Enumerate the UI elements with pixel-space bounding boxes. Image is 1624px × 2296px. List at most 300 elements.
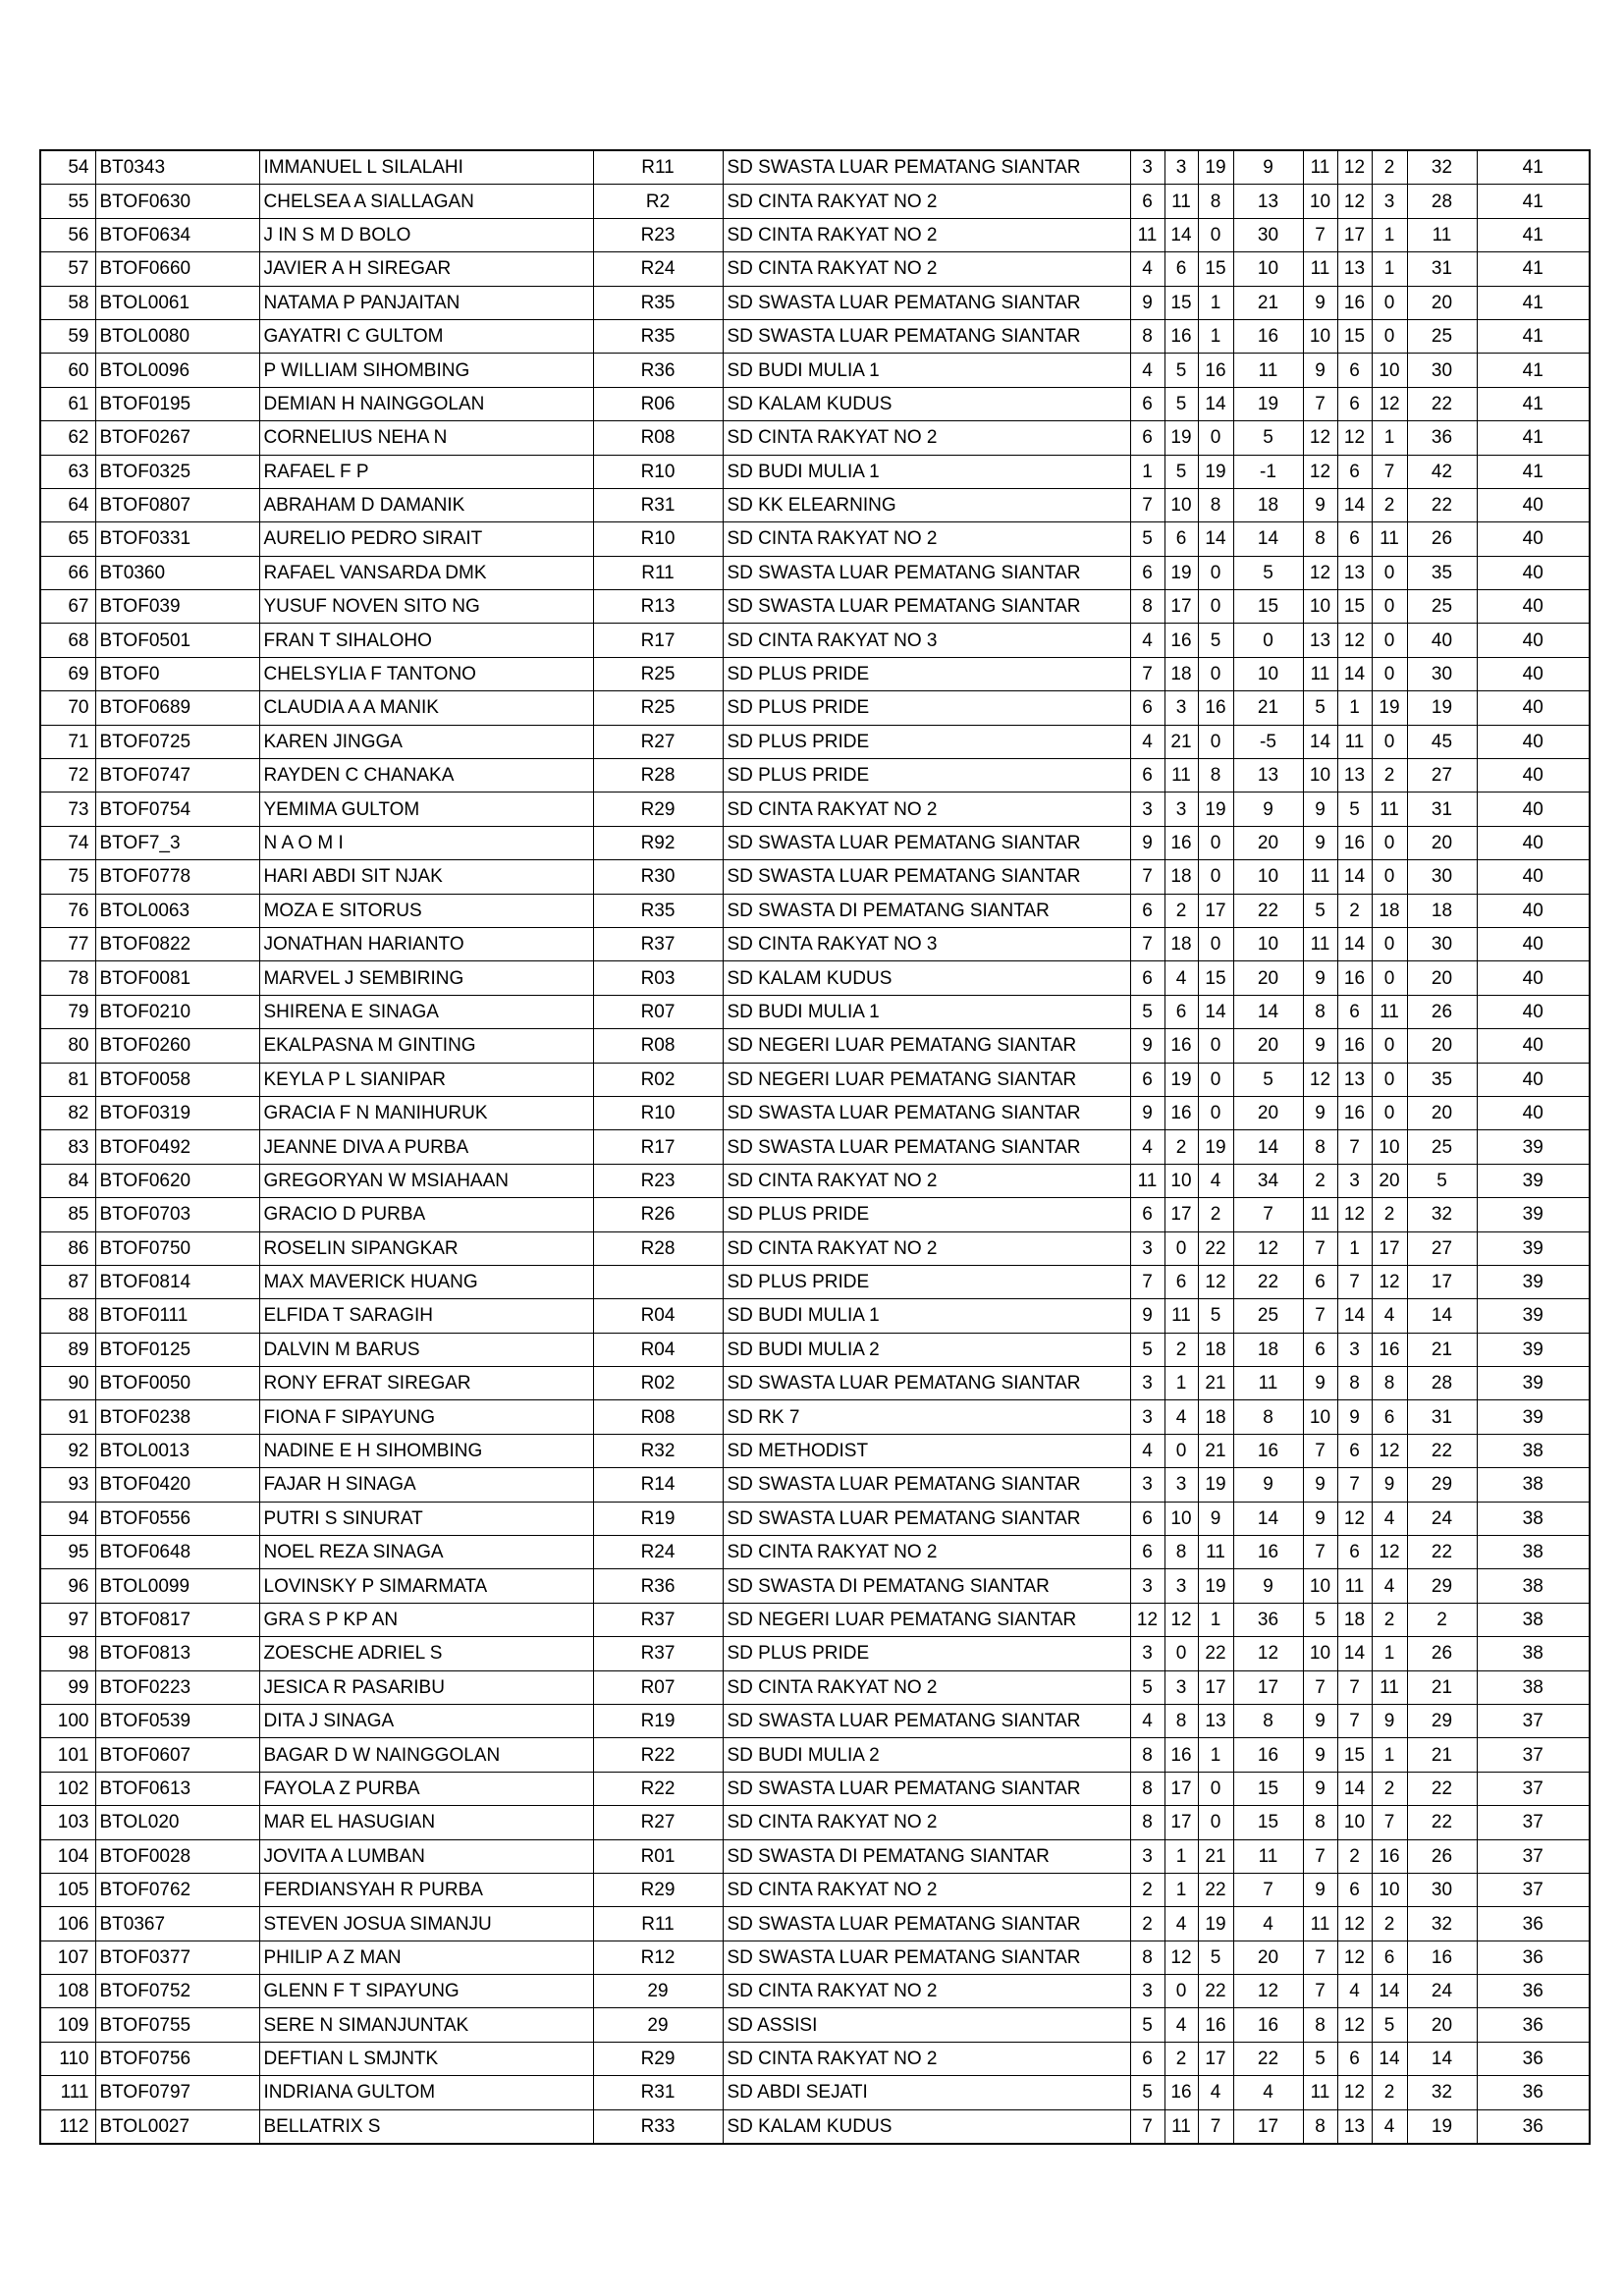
score-b-cell: 12 bbox=[1164, 1941, 1198, 1974]
table-row bbox=[40, 455, 1590, 488]
total-score-cell: 37 bbox=[1477, 1806, 1590, 1839]
student-name-cell: CHELSEA A SIALLAGAN bbox=[259, 185, 593, 218]
score-d-cell: 22 bbox=[1233, 894, 1303, 927]
score-b-cell: 2 bbox=[1164, 2042, 1198, 2075]
score-e-cell: 5 bbox=[1303, 1603, 1337, 1636]
score-g-cell: 9 bbox=[1372, 1704, 1407, 1737]
room-code-cell: R24 bbox=[593, 1536, 723, 1569]
table-row bbox=[40, 286, 1590, 319]
score-c-cell: 15 bbox=[1198, 252, 1233, 286]
score-b-cell: 16 bbox=[1164, 1029, 1198, 1063]
participant-id-cell: BTOF0750 bbox=[95, 1231, 259, 1265]
score-f-cell: 12 bbox=[1337, 1941, 1372, 1974]
room-code-cell: R22 bbox=[593, 1772, 723, 1805]
score-f-cell: 14 bbox=[1337, 860, 1372, 894]
score-h-cell: 24 bbox=[1407, 1975, 1477, 2008]
score-g-cell: 11 bbox=[1372, 522, 1407, 556]
score-a-cell: 6 bbox=[1130, 556, 1164, 589]
score-d-cell: 16 bbox=[1233, 1738, 1303, 1772]
score-d-cell: 20 bbox=[1233, 1029, 1303, 1063]
score-b-cell: 19 bbox=[1164, 421, 1198, 455]
room-code-cell: R31 bbox=[593, 488, 723, 521]
score-f-cell: 6 bbox=[1337, 455, 1372, 488]
student-name-cell: CORNELIUS NEHA N bbox=[259, 421, 593, 455]
row-number-cell: 96 bbox=[40, 1569, 95, 1603]
score-c-cell: 17 bbox=[1198, 2042, 1233, 2075]
table-row bbox=[40, 556, 1590, 589]
score-c-cell: 9 bbox=[1198, 1502, 1233, 1535]
score-c-cell: 22 bbox=[1198, 1637, 1233, 1670]
score-e-cell: 8 bbox=[1303, 1130, 1337, 1164]
score-d-cell: 14 bbox=[1233, 1502, 1303, 1535]
score-b-cell: 10 bbox=[1164, 488, 1198, 521]
score-g-cell: 2 bbox=[1372, 1907, 1407, 1941]
participant-id-cell: BTOF0331 bbox=[95, 522, 259, 556]
score-d-cell: 16 bbox=[1233, 1434, 1303, 1467]
score-h-cell: 36 bbox=[1407, 421, 1477, 455]
score-d-cell: 16 bbox=[1233, 2008, 1303, 2042]
score-g-cell: 2 bbox=[1372, 488, 1407, 521]
room-code-cell: R29 bbox=[593, 793, 723, 826]
student-name-cell: GRACIO D PURBA bbox=[259, 1198, 593, 1231]
school-name-cell: SD SWASTA LUAR PEMATANG SIANTAR bbox=[723, 826, 1130, 859]
school-name-cell: SD SWASTA LUAR PEMATANG SIANTAR bbox=[723, 150, 1130, 185]
table-row bbox=[40, 624, 1590, 657]
row-number-cell: 69 bbox=[40, 657, 95, 690]
score-b-cell: 0 bbox=[1164, 1434, 1198, 1467]
score-g-cell: 16 bbox=[1372, 1839, 1407, 1873]
score-b-cell: 1 bbox=[1164, 1839, 1198, 1873]
row-number-cell: 82 bbox=[40, 1096, 95, 1129]
score-b-cell: 12 bbox=[1164, 1603, 1198, 1636]
student-name-cell: YEMIMA GULTOM bbox=[259, 793, 593, 826]
school-name-cell: SD CINTA RAKYAT NO 2 bbox=[723, 185, 1130, 218]
room-code-cell: R33 bbox=[593, 2109, 723, 2144]
room-code-cell: R19 bbox=[593, 1502, 723, 1535]
row-number-cell: 59 bbox=[40, 319, 95, 353]
score-h-cell: 26 bbox=[1407, 1839, 1477, 1873]
score-g-cell: 11 bbox=[1372, 793, 1407, 826]
row-number-cell: 99 bbox=[40, 1670, 95, 1704]
total-score-cell: 41 bbox=[1477, 218, 1590, 251]
participant-id-cell: BTOF0613 bbox=[95, 1772, 259, 1805]
score-g-cell: 10 bbox=[1372, 1873, 1407, 1906]
participant-id-cell: BTOL0013 bbox=[95, 1434, 259, 1467]
score-b-cell: 2 bbox=[1164, 894, 1198, 927]
student-name-cell: ELFIDA T SARAGIH bbox=[259, 1299, 593, 1333]
school-name-cell: SD CINTA RAKYAT NO 2 bbox=[723, 522, 1130, 556]
table-row bbox=[40, 218, 1590, 251]
table-row bbox=[40, 927, 1590, 960]
score-e-cell: 10 bbox=[1303, 1637, 1337, 1670]
score-e-cell: 6 bbox=[1303, 1265, 1337, 1298]
total-score-cell: 40 bbox=[1477, 556, 1590, 589]
score-d-cell: 4 bbox=[1233, 1907, 1303, 1941]
total-score-cell: 41 bbox=[1477, 252, 1590, 286]
score-g-cell: 0 bbox=[1372, 1029, 1407, 1063]
score-e-cell: 9 bbox=[1303, 826, 1337, 859]
participant-id-cell: BTOF0238 bbox=[95, 1400, 259, 1434]
score-a-cell: 3 bbox=[1130, 1569, 1164, 1603]
school-name-cell: SD CINTA RAKYAT NO 2 bbox=[723, 1975, 1130, 2008]
score-a-cell: 6 bbox=[1130, 691, 1164, 725]
table-row bbox=[40, 150, 1590, 185]
score-a-cell: 1 bbox=[1130, 455, 1164, 488]
score-g-cell: 1 bbox=[1372, 1637, 1407, 1670]
room-code-cell: R06 bbox=[593, 387, 723, 420]
score-h-cell: 20 bbox=[1407, 961, 1477, 995]
row-number-cell: 90 bbox=[40, 1367, 95, 1400]
score-d-cell: 9 bbox=[1233, 793, 1303, 826]
score-c-cell: 21 bbox=[1198, 1434, 1233, 1467]
score-g-cell: 12 bbox=[1372, 1434, 1407, 1467]
score-a-cell: 7 bbox=[1130, 488, 1164, 521]
score-b-cell: 2 bbox=[1164, 1333, 1198, 1366]
score-f-cell: 18 bbox=[1337, 1603, 1372, 1636]
total-score-cell: 41 bbox=[1477, 286, 1590, 319]
table-row bbox=[40, 1569, 1590, 1603]
row-number-cell: 102 bbox=[40, 1772, 95, 1805]
score-c-cell: 19 bbox=[1198, 1130, 1233, 1164]
score-d-cell: 10 bbox=[1233, 657, 1303, 690]
score-f-cell: 6 bbox=[1337, 522, 1372, 556]
row-number-cell: 94 bbox=[40, 1502, 95, 1535]
total-score-cell: 36 bbox=[1477, 2008, 1590, 2042]
school-name-cell: SD CINTA RAKYAT NO 2 bbox=[723, 2042, 1130, 2075]
score-g-cell: 11 bbox=[1372, 995, 1407, 1028]
total-score-cell: 40 bbox=[1477, 826, 1590, 859]
row-number-cell: 111 bbox=[40, 2076, 95, 2109]
score-c-cell: 13 bbox=[1198, 1704, 1233, 1737]
score-d-cell: 10 bbox=[1233, 927, 1303, 960]
table-row bbox=[40, 1434, 1590, 1467]
score-e-cell: 8 bbox=[1303, 995, 1337, 1028]
table-row bbox=[40, 1806, 1590, 1839]
student-name-cell: RAFAEL F P bbox=[259, 455, 593, 488]
student-name-cell: P WILLIAM SIHOMBING bbox=[259, 354, 593, 387]
participant-id-cell: BT0360 bbox=[95, 556, 259, 589]
room-code-cell: R03 bbox=[593, 961, 723, 995]
row-number-cell: 57 bbox=[40, 252, 95, 286]
score-e-cell: 9 bbox=[1303, 1096, 1337, 1129]
total-score-cell: 38 bbox=[1477, 1670, 1590, 1704]
score-a-cell: 3 bbox=[1130, 1400, 1164, 1434]
score-a-cell: 11 bbox=[1130, 218, 1164, 251]
score-c-cell: 1 bbox=[1198, 1603, 1233, 1636]
row-number-cell: 105 bbox=[40, 1873, 95, 1906]
score-d-cell: -1 bbox=[1233, 455, 1303, 488]
row-number-cell: 101 bbox=[40, 1738, 95, 1772]
participant-id-cell: BTOF0725 bbox=[95, 725, 259, 758]
school-name-cell: SD BUDI MULIA 2 bbox=[723, 1333, 1130, 1366]
score-f-cell: 6 bbox=[1337, 1873, 1372, 1906]
table-row bbox=[40, 488, 1590, 521]
score-g-cell: 0 bbox=[1372, 860, 1407, 894]
school-name-cell: SD SWASTA DI PEMATANG SIANTAR bbox=[723, 1839, 1130, 1873]
score-a-cell: 2 bbox=[1130, 1907, 1164, 1941]
score-h-cell: 26 bbox=[1407, 995, 1477, 1028]
score-f-cell: 14 bbox=[1337, 657, 1372, 690]
score-h-cell: 28 bbox=[1407, 1367, 1477, 1400]
row-number-cell: 55 bbox=[40, 185, 95, 218]
participant-id-cell: BTOF0319 bbox=[95, 1096, 259, 1129]
results-table bbox=[39, 149, 1591, 2145]
score-b-cell: 5 bbox=[1164, 354, 1198, 387]
table-row bbox=[40, 1130, 1590, 1164]
score-d-cell: 10 bbox=[1233, 252, 1303, 286]
score-d-cell: 18 bbox=[1233, 1333, 1303, 1366]
score-e-cell: 11 bbox=[1303, 927, 1337, 960]
score-b-cell: 5 bbox=[1164, 387, 1198, 420]
student-name-cell: MOZA E SITORUS bbox=[259, 894, 593, 927]
total-score-cell: 38 bbox=[1477, 1637, 1590, 1670]
participant-id-cell: BTOF0607 bbox=[95, 1738, 259, 1772]
school-name-cell: SD CINTA RAKYAT NO 2 bbox=[723, 1873, 1130, 1906]
score-f-cell: 7 bbox=[1337, 1704, 1372, 1737]
row-number-cell: 79 bbox=[40, 995, 95, 1028]
room-code-cell: R25 bbox=[593, 691, 723, 725]
row-number-cell: 63 bbox=[40, 455, 95, 488]
school-name-cell: SD SWASTA LUAR PEMATANG SIANTAR bbox=[723, 590, 1130, 624]
score-e-cell: 7 bbox=[1303, 1231, 1337, 1265]
score-a-cell: 6 bbox=[1130, 961, 1164, 995]
score-d-cell: 7 bbox=[1233, 1198, 1303, 1231]
row-number-cell: 71 bbox=[40, 725, 95, 758]
total-score-cell: 40 bbox=[1477, 624, 1590, 657]
school-name-cell: SD CINTA RAKYAT NO 2 bbox=[723, 793, 1130, 826]
room-code-cell: R37 bbox=[593, 1603, 723, 1636]
total-score-cell: 41 bbox=[1477, 185, 1590, 218]
participant-id-cell: BTOF0050 bbox=[95, 1367, 259, 1400]
total-score-cell: 36 bbox=[1477, 2076, 1590, 2109]
score-d-cell: 20 bbox=[1233, 1096, 1303, 1129]
student-name-cell: ABRAHAM D DAMANIK bbox=[259, 488, 593, 521]
participant-id-cell: BTOF0630 bbox=[95, 185, 259, 218]
table-row bbox=[40, 1738, 1590, 1772]
total-score-cell: 38 bbox=[1477, 1434, 1590, 1467]
school-name-cell: SD SWASTA LUAR PEMATANG SIANTAR bbox=[723, 1468, 1130, 1502]
table-row bbox=[40, 1975, 1590, 2008]
score-d-cell: 22 bbox=[1233, 1265, 1303, 1298]
table-row bbox=[40, 961, 1590, 995]
score-a-cell: 4 bbox=[1130, 624, 1164, 657]
score-f-cell: 6 bbox=[1337, 387, 1372, 420]
total-score-cell: 38 bbox=[1477, 1502, 1590, 1535]
school-name-cell: SD SWASTA LUAR PEMATANG SIANTAR bbox=[723, 1941, 1130, 1974]
score-c-cell: 11 bbox=[1198, 1536, 1233, 1569]
score-f-cell: 10 bbox=[1337, 1806, 1372, 1839]
student-name-cell: INDRIANA GULTOM bbox=[259, 2076, 593, 2109]
table-row bbox=[40, 995, 1590, 1028]
score-a-cell: 3 bbox=[1130, 1367, 1164, 1400]
score-g-cell: 5 bbox=[1372, 2008, 1407, 2042]
score-g-cell: 0 bbox=[1372, 927, 1407, 960]
score-c-cell: 1 bbox=[1198, 319, 1233, 353]
score-h-cell: 29 bbox=[1407, 1569, 1477, 1603]
total-score-cell: 38 bbox=[1477, 1569, 1590, 1603]
score-e-cell: 7 bbox=[1303, 1975, 1337, 2008]
score-d-cell: 14 bbox=[1233, 995, 1303, 1028]
table-row bbox=[40, 387, 1590, 420]
school-name-cell: SD KALAM KUDUS bbox=[723, 387, 1130, 420]
score-e-cell: 11 bbox=[1303, 1907, 1337, 1941]
school-name-cell: SD CINTA RAKYAT NO 3 bbox=[723, 927, 1130, 960]
school-name-cell: SD PLUS PRIDE bbox=[723, 759, 1130, 793]
score-f-cell: 3 bbox=[1337, 1333, 1372, 1366]
score-f-cell: 3 bbox=[1337, 1164, 1372, 1197]
participant-id-cell: BTOF039 bbox=[95, 590, 259, 624]
student-name-cell: FAYOLA Z PURBA bbox=[259, 1772, 593, 1805]
score-b-cell: 16 bbox=[1164, 1096, 1198, 1129]
total-score-cell: 39 bbox=[1477, 1333, 1590, 1366]
row-number-cell: 98 bbox=[40, 1637, 95, 1670]
score-c-cell: 7 bbox=[1198, 2109, 1233, 2144]
school-name-cell: SD SWASTA LUAR PEMATANG SIANTAR bbox=[723, 1772, 1130, 1805]
score-d-cell: 13 bbox=[1233, 759, 1303, 793]
score-h-cell: 19 bbox=[1407, 2109, 1477, 2144]
table-row bbox=[40, 1941, 1590, 1974]
score-a-cell: 3 bbox=[1130, 1231, 1164, 1265]
score-e-cell: 7 bbox=[1303, 1299, 1337, 1333]
score-f-cell: 6 bbox=[1337, 2042, 1372, 2075]
school-name-cell: SD PLUS PRIDE bbox=[723, 691, 1130, 725]
total-score-cell: 41 bbox=[1477, 421, 1590, 455]
score-e-cell: 11 bbox=[1303, 150, 1337, 185]
score-c-cell: 18 bbox=[1198, 1333, 1233, 1366]
score-b-cell: 3 bbox=[1164, 793, 1198, 826]
score-h-cell: 29 bbox=[1407, 1468, 1477, 1502]
table-row bbox=[40, 826, 1590, 859]
total-score-cell: 41 bbox=[1477, 387, 1590, 420]
score-a-cell: 6 bbox=[1130, 1536, 1164, 1569]
score-d-cell: 20 bbox=[1233, 961, 1303, 995]
school-name-cell: SD BUDI MULIA 1 bbox=[723, 1299, 1130, 1333]
table-row bbox=[40, 1873, 1590, 1906]
total-score-cell: 40 bbox=[1477, 691, 1590, 725]
participant-id-cell: BTOL0096 bbox=[95, 354, 259, 387]
score-b-cell: 3 bbox=[1164, 1670, 1198, 1704]
score-h-cell: 27 bbox=[1407, 1231, 1477, 1265]
score-g-cell: 12 bbox=[1372, 1536, 1407, 1569]
student-name-cell: JOVITA A LUMBAN bbox=[259, 1839, 593, 1873]
score-e-cell: 9 bbox=[1303, 1502, 1337, 1535]
score-e-cell: 7 bbox=[1303, 1839, 1337, 1873]
score-f-cell: 12 bbox=[1337, 1502, 1372, 1535]
student-name-cell: STEVEN JOSUA SIMANJU bbox=[259, 1907, 593, 1941]
row-number-cell: 104 bbox=[40, 1839, 95, 1873]
score-c-cell: 22 bbox=[1198, 1873, 1233, 1906]
table-row bbox=[40, 691, 1590, 725]
score-a-cell: 8 bbox=[1130, 590, 1164, 624]
total-score-cell: 40 bbox=[1477, 961, 1590, 995]
table-row bbox=[40, 1704, 1590, 1737]
score-a-cell: 5 bbox=[1130, 2076, 1164, 2109]
score-g-cell: 2 bbox=[1372, 1198, 1407, 1231]
student-name-cell: GRA S P KP AN bbox=[259, 1603, 593, 1636]
score-a-cell: 3 bbox=[1130, 150, 1164, 185]
score-d-cell: -5 bbox=[1233, 725, 1303, 758]
score-h-cell: 22 bbox=[1407, 1434, 1477, 1467]
room-code-cell: R10 bbox=[593, 455, 723, 488]
score-e-cell: 10 bbox=[1303, 1400, 1337, 1434]
room-code-cell: R35 bbox=[593, 319, 723, 353]
score-a-cell: 7 bbox=[1130, 860, 1164, 894]
score-h-cell: 32 bbox=[1407, 1907, 1477, 1941]
score-h-cell: 27 bbox=[1407, 759, 1477, 793]
score-g-cell: 16 bbox=[1372, 1333, 1407, 1366]
score-e-cell: 9 bbox=[1303, 1367, 1337, 1400]
table-row bbox=[40, 1333, 1590, 1366]
score-f-cell: 15 bbox=[1337, 1738, 1372, 1772]
score-a-cell: 5 bbox=[1130, 1670, 1164, 1704]
score-e-cell: 10 bbox=[1303, 319, 1337, 353]
score-c-cell: 16 bbox=[1198, 2008, 1233, 2042]
room-code-cell: R17 bbox=[593, 624, 723, 657]
score-a-cell: 8 bbox=[1130, 1772, 1164, 1805]
score-e-cell: 8 bbox=[1303, 1806, 1337, 1839]
score-h-cell: 30 bbox=[1407, 354, 1477, 387]
score-b-cell: 1 bbox=[1164, 1367, 1198, 1400]
score-d-cell: 7 bbox=[1233, 1873, 1303, 1906]
score-d-cell: 8 bbox=[1233, 1704, 1303, 1737]
score-a-cell: 12 bbox=[1130, 1603, 1164, 1636]
score-c-cell: 12 bbox=[1198, 1265, 1233, 1298]
participant-id-cell: BTOF0762 bbox=[95, 1873, 259, 1906]
total-score-cell: 39 bbox=[1477, 1231, 1590, 1265]
school-name-cell: SD ASSISI bbox=[723, 2008, 1130, 2042]
score-e-cell: 5 bbox=[1303, 691, 1337, 725]
total-score-cell: 39 bbox=[1477, 1265, 1590, 1298]
score-e-cell: 9 bbox=[1303, 354, 1337, 387]
row-number-cell: 65 bbox=[40, 522, 95, 556]
student-name-cell: CLAUDIA A A MANIK bbox=[259, 691, 593, 725]
table-row bbox=[40, 252, 1590, 286]
room-code-cell: R02 bbox=[593, 1367, 723, 1400]
total-score-cell: 39 bbox=[1477, 1400, 1590, 1434]
score-b-cell: 18 bbox=[1164, 860, 1198, 894]
total-score-cell: 41 bbox=[1477, 354, 1590, 387]
row-number-cell: 58 bbox=[40, 286, 95, 319]
score-c-cell: 0 bbox=[1198, 1096, 1233, 1129]
score-f-cell: 7 bbox=[1337, 1265, 1372, 1298]
score-h-cell: 22 bbox=[1407, 1772, 1477, 1805]
score-c-cell: 1 bbox=[1198, 1738, 1233, 1772]
total-score-cell: 41 bbox=[1477, 319, 1590, 353]
student-name-cell: JEANNE DIVA A PURBA bbox=[259, 1130, 593, 1164]
score-g-cell: 4 bbox=[1372, 1299, 1407, 1333]
score-c-cell: 0 bbox=[1198, 1029, 1233, 1063]
participant-id-cell: BTOF0814 bbox=[95, 1265, 259, 1298]
total-score-cell: 38 bbox=[1477, 1603, 1590, 1636]
table-row bbox=[40, 793, 1590, 826]
score-c-cell: 17 bbox=[1198, 894, 1233, 927]
score-e-cell: 7 bbox=[1303, 218, 1337, 251]
table-row bbox=[40, 2109, 1590, 2144]
participant-id-cell: BTOF0756 bbox=[95, 2042, 259, 2075]
score-b-cell: 0 bbox=[1164, 1231, 1198, 1265]
score-e-cell: 11 bbox=[1303, 2076, 1337, 2109]
score-d-cell: 11 bbox=[1233, 1839, 1303, 1873]
room-code-cell: R08 bbox=[593, 421, 723, 455]
school-name-cell: SD CINTA RAKYAT NO 2 bbox=[723, 1806, 1130, 1839]
score-h-cell: 30 bbox=[1407, 1873, 1477, 1906]
score-d-cell: 20 bbox=[1233, 1941, 1303, 1974]
total-score-cell: 40 bbox=[1477, 725, 1590, 758]
score-f-cell: 2 bbox=[1337, 1839, 1372, 1873]
score-b-cell: 11 bbox=[1164, 759, 1198, 793]
score-d-cell: 5 bbox=[1233, 556, 1303, 589]
score-a-cell: 9 bbox=[1130, 286, 1164, 319]
